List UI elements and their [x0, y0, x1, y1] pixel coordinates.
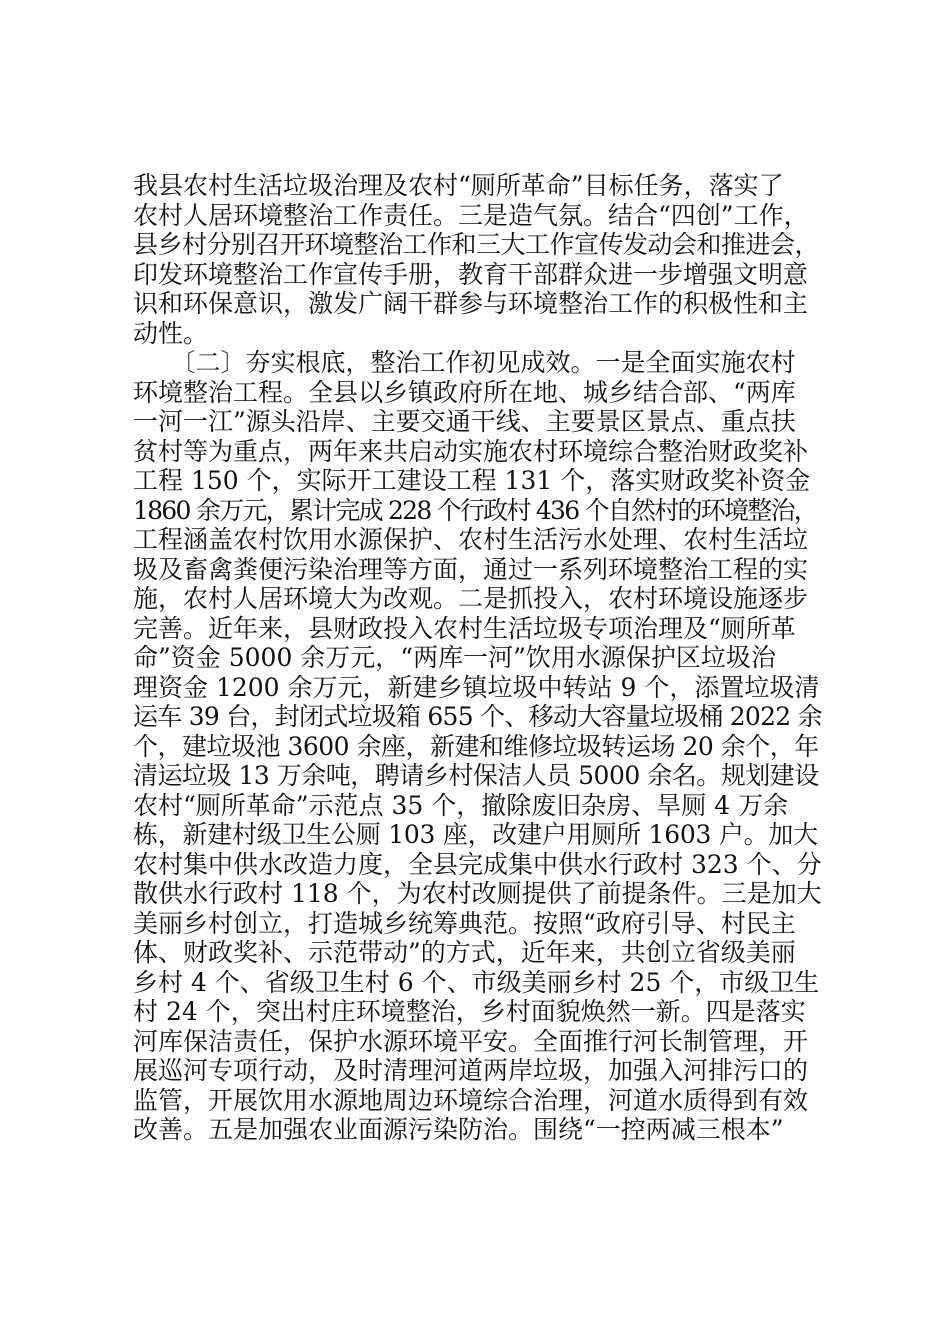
text-line: 改善。五是加强农业面源污染防治。围绕“一控两减三根本” — [133, 1115, 784, 1144]
text-line: 理资金 1200 余万元，新建乡镇垃圾中转站 9 个，添置垃圾清 — [133, 672, 820, 702]
text-line: 工程 150 个，实际开工建设工程 131 个，落实财政奖补资金 — [133, 466, 811, 495]
text-line: 美丽乡村创立，打造城乡统筹典范。按照“政府引导、村民主 — [133, 908, 796, 938]
text-line: 县乡村分别召开环境整治工作和三大工作宣传发动会和推进会， — [133, 230, 820, 259]
text-line: 圾及畜禽粪便污染治理等方面，通过一系列环境整治工程的实 — [133, 554, 809, 584]
text-line: 农村人居环境整治工作责任。三是造气氛。结合“四创”工作， — [133, 200, 809, 230]
text-line: 监管，开展饮用水源地周边环境综合治理，河道水质得到有效 — [133, 1085, 809, 1115]
text-line: 个，建垃圾池 3600 余座，新建和维修垃圾转运场 20 余个，年 — [133, 731, 819, 761]
text-line: 运车 39 台，封闭式垃圾箱 655 个、移动大容量垃圾桶 2022 余 — [133, 702, 822, 731]
text-line: 河库保洁责任，保护水源环境平安。全面推行河长制管理，开 — [133, 1026, 809, 1056]
text-line: 1860 余万元，累计完成 228 个行政村 436 个自然村的环境整治， — [133, 495, 818, 525]
text-line: 环境整治工程。全县以乡镇政府所在地、城乡结合部、“两库 — [133, 377, 796, 407]
text-line: 贫村等为重点，两年来共启动实施农村环境综合整治财政奖补 — [133, 436, 809, 466]
text-line: 施，农村人居环境大为改观。二是抓投入，农村环境设施逐步 — [133, 584, 809, 613]
text-line: 农村集中供水改造力度，全县完成集中供水行政村 323 个、分 — [133, 849, 822, 879]
text-line: 农村“厕所革命”示范点 35 个，撤除废旧杂房、旱厕 4 万余 — [133, 790, 789, 820]
text-line: 命”资金 5000 余万元，“两库一河”饮用水源保护区垃圾治 — [133, 643, 776, 672]
body-text — [133, 171, 823, 1145]
text-line: 完善。近年来，县财政投入农村生活垃圾专项治理及“厕所革 — [133, 613, 796, 643]
text-line: 一河一江”源头沿岸、主要交通干线、主要景区景点、重点扶 — [133, 407, 796, 436]
text-line: 栋，新建村级卫生公厕 103 座，改建户用厕所 1603 户。加大 — [133, 820, 818, 849]
text-line: 印发环境整治工作宣传手册，教育干部群众进一步增强文明意 — [133, 259, 809, 289]
text-line: 工程涵盖农村饮用水源保护、农村生活污水处理、农村生活垃 — [133, 525, 809, 554]
text-line: 动性。 — [133, 318, 209, 348]
text-line: 〔二〕夯实根底，整治工作初见成效。一是全面实施农村 — [133, 348, 796, 377]
text-line: 乡村 4 个、省级卫生村 6 个、市级美丽乡村 25 个，市级卫生 — [133, 967, 820, 997]
text-line: 识和环保意识，激发广阔干群参与环境整治工作的积极性和主 — [133, 289, 809, 318]
text-line: 我县农村生活垃圾治理及农村“厕所革命”目标任务，落实了 — [133, 171, 784, 200]
text-line: 展巡河专项行动，及时清理河道两岸垃圾，加强入河排污口的 — [133, 1056, 809, 1085]
text-line: 体、财政奖补、示范带动”的方式，近年来，共创立省级美丽 — [133, 938, 796, 967]
text-line: 村 24 个，突出村庄环境整治，乡村面貌焕然一新。四是落实 — [133, 997, 806, 1026]
text-line: 散供水行政村 118 个，为农村改厕提供了前提条件。三是加大 — [133, 879, 822, 908]
text-line: 清运垃圾 13 万余吨，聘请乡村保洁人员 5000 余名。规划建设 — [133, 761, 819, 790]
